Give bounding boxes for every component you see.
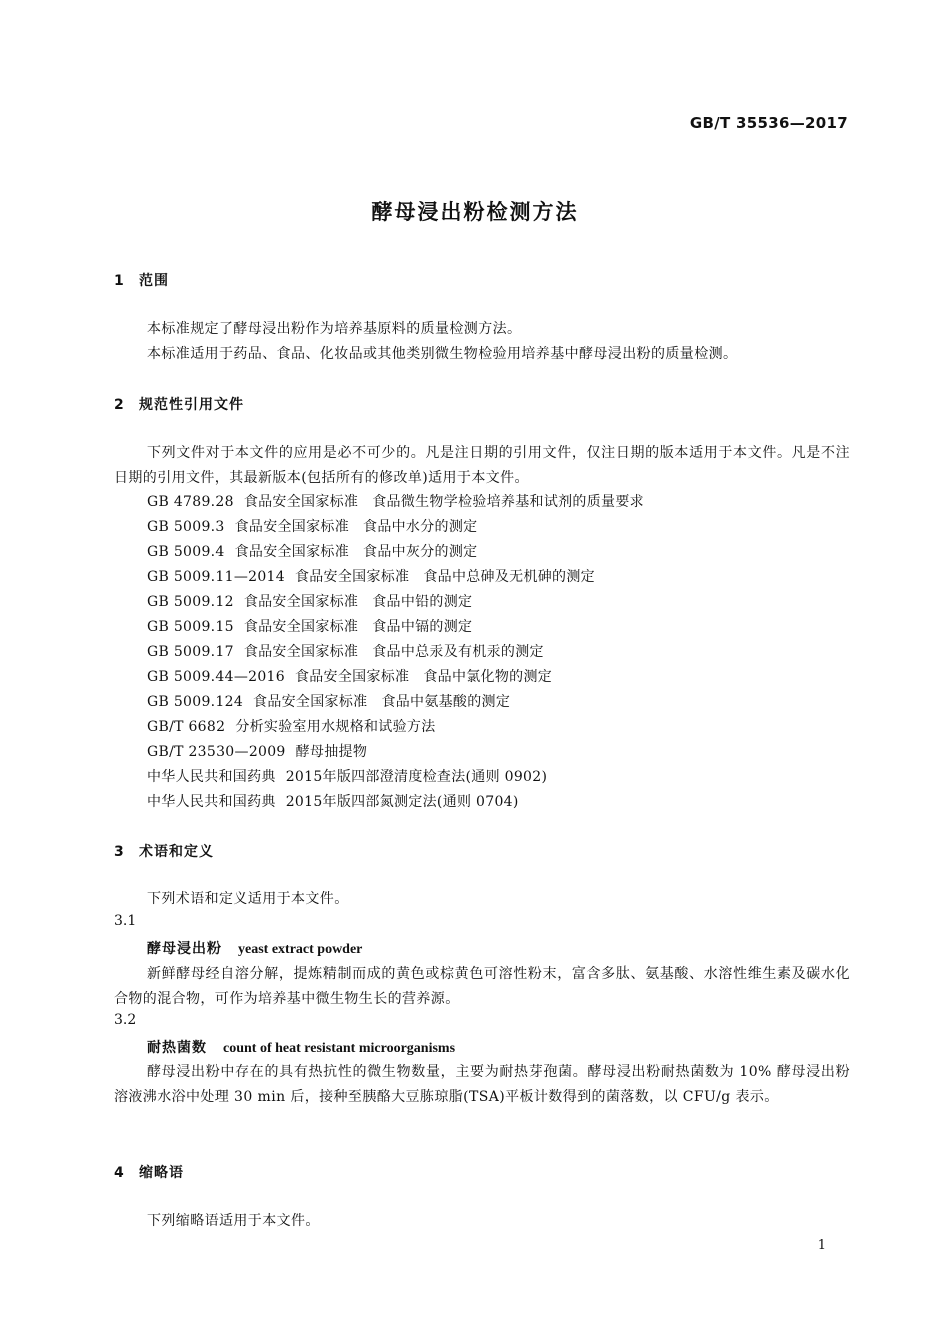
reference-subtitle: 食品中总砷及无机砷的测定 [423, 569, 595, 585]
reference-code: 中华人民共和国药典 [147, 794, 276, 810]
reference-item [147, 691, 510, 711]
reference-subtitle: 食品中氯化物的测定 [423, 669, 553, 685]
reference-title: 2015年版四部澄清度检查法(通则 0902) [285, 769, 548, 785]
reference-item [147, 666, 552, 686]
section-title: 术语和定义 [139, 844, 214, 860]
term-number: 3.2 [114, 1012, 137, 1028]
reference-title: 食品安全国家标准 [294, 669, 410, 685]
page-number: 1 [817, 1238, 826, 1253]
reference-subtitle: 食品中灰分的测定 [363, 544, 478, 560]
reference-subtitle: 食品中水分的测定 [363, 519, 478, 535]
term-name-en: count of heat resistant microorganisms [223, 1041, 456, 1056]
section-2-heading [114, 394, 244, 414]
section-title: 范围 [139, 273, 169, 289]
reference-item [147, 491, 644, 511]
abbreviations-intro: 下列缩略语适用于本文件。 [147, 1213, 320, 1229]
reference-title: 分析实验室用水规格和试验方法 [235, 719, 436, 735]
reference-item [147, 791, 533, 811]
standard-code: GB/T 35536—2017 [689, 114, 848, 132]
reference-title: 食品安全国家标准 [234, 544, 350, 560]
section-number: 2 [114, 397, 125, 413]
reference-subtitle: 食品中总汞及有机汞的测定 [372, 644, 544, 660]
reference-code: GB 5009.3 [147, 519, 225, 535]
term-number: 3.1 [114, 913, 137, 929]
reference-title: 2015年版四部氮测定法(通则 0704) [285, 794, 519, 810]
scope-paragraph-2: 本标准适用于药品、食品、化妆品或其他类别微生物检验用培养基中酵母浸出粉的质量检测。 [147, 346, 738, 362]
reference-item [147, 516, 477, 536]
reference-subtitle: 食品中铅的测定 [372, 594, 473, 610]
reference-title: 食品安全国家标准 [234, 519, 350, 535]
document-title: 酵母浸出粉检测方法 [371, 200, 579, 224]
reference-code: GB 5009.15 [147, 619, 234, 635]
reference-item [147, 541, 477, 561]
section-4-heading [114, 1162, 184, 1182]
reference-item [147, 766, 561, 786]
reference-item [147, 741, 381, 761]
term-heading [147, 1037, 455, 1057]
reference-title: 酵母抽提物 [295, 744, 368, 760]
section-number: 4 [114, 1165, 125, 1181]
reference-title: 食品安全国家标准 [243, 594, 359, 610]
reference-code: GB 5009.12 [147, 594, 234, 610]
reference-code: GB 4789.28 [147, 494, 234, 510]
section-number: 3 [114, 844, 125, 860]
reference-title: 食品安全国家标准 [253, 694, 368, 710]
reference-code: GB 5009.124 [147, 694, 244, 710]
reference-item [147, 716, 450, 736]
reference-code: 中华人民共和国药典 [147, 769, 276, 785]
reference-subtitle: 食品中镉的测定 [372, 619, 473, 635]
term-heading [147, 938, 362, 958]
term-definition: 酵母浸出粉中存在的具有热抗性的微生物数量，主要为耐热芽孢菌。酵母浸出粉耐热菌数为 10% 酵母浸出粉溶液沸水浴中处理 30 min 后，接种至胰酪大豆胨琼脂(TSA)平板计数得到的菌落数，以 CFU/g 表示。 [114, 1064, 850, 1105]
references-intro: 下列文件对于本文件的应用是必不可少的。凡是注日期的引用文件，仅注日期的版本适用于本文件。凡是不注日期的引用文件，其最新版本(包括所有的修改单)适用于本文件。 [114, 445, 850, 486]
reference-subtitle: 食品中氨基酸的测定 [381, 694, 511, 710]
reference-item [147, 616, 472, 636]
reference-title: 食品安全国家标准 [294, 569, 410, 585]
reference-subtitle: 食品微生物学检验培养基和试剂的质量要求 [372, 494, 644, 510]
reference-code: GB/T 6682 [147, 719, 226, 735]
reference-code: GB 5009.4 [147, 544, 225, 560]
reference-code: GB 5009.44—2016 [147, 669, 285, 685]
reference-title: 食品安全国家标准 [243, 494, 359, 510]
term-name-zh: 酵母浸出粉 [147, 941, 222, 957]
term-name-en: yeast extract powder [238, 942, 363, 957]
section-3-heading [114, 841, 214, 861]
term-name-zh: 耐热菌数 [147, 1040, 207, 1056]
reference-code: GB 5009.11—2014 [147, 569, 285, 585]
section-title: 缩略语 [139, 1165, 184, 1181]
terms-intro: 下列术语和定义适用于本文件。 [147, 891, 349, 907]
scope-paragraph-1: 本标准规定了酵母浸出粉作为培养基原料的质量检测方法。 [147, 321, 522, 337]
reference-code: GB 5009.17 [147, 644, 234, 660]
section-title: 规范性引用文件 [139, 397, 244, 413]
reference-title: 食品安全国家标准 [243, 644, 359, 660]
reference-item [147, 566, 595, 586]
reference-title: 食品安全国家标准 [243, 619, 359, 635]
term-definition: 新鲜酵母经自溶分解，提炼精制而成的黄色或棕黄色可溶性粉末，富含多肽、氨基酸、水溶性维生素及碳水化合物的混合物，可作为培养基中微生物生长的营养源。 [114, 966, 850, 1007]
reference-item [147, 591, 472, 611]
section-1-heading [114, 270, 169, 290]
reference-code: GB/T 23530—2009 [147, 744, 286, 760]
section-number: 1 [114, 273, 125, 289]
reference-item [147, 641, 544, 661]
